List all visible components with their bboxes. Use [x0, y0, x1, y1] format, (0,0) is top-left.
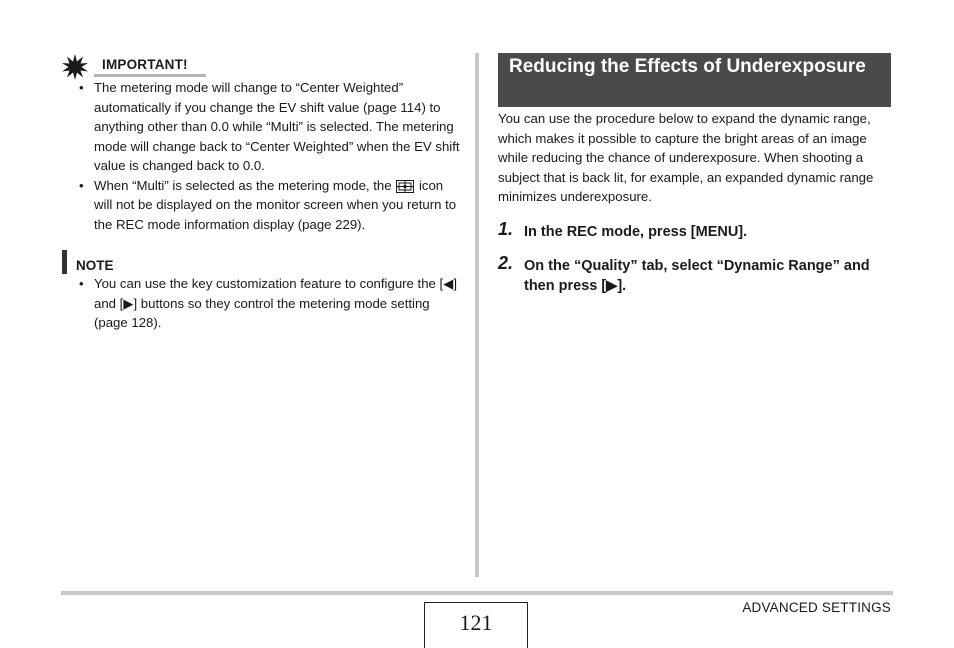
important-label: IMPORTANT!	[102, 57, 188, 72]
footer-section-label: ADVANCED SETTINGS	[742, 600, 891, 615]
list-item	[62, 176, 462, 235]
important-item-text: The metering mode will change to “Center Weighted” automatically if you change the EV shift value (page 114) to anything other than 0.0 while “Multi” is selected. The metering mode will change back to “Center Weighted” when the EV shift value is changed back to 0.0.	[94, 80, 460, 173]
important-underline	[94, 74, 206, 77]
list-item	[62, 78, 462, 176]
left-column	[62, 52, 462, 333]
page-number-box	[424, 602, 528, 648]
step-text: On the “Quality” tab, select “Dynamic Range” and then press [▶].	[524, 257, 870, 294]
section-title: Reducing the Effects of Underexposure	[498, 53, 891, 107]
bullet: •	[79, 80, 84, 95]
note-label: NOTE	[76, 258, 114, 273]
page-number: 121	[459, 610, 493, 635]
note-bar	[62, 250, 67, 274]
bullet: •	[79, 276, 84, 291]
step-text: In the REC mode, press [MENU].	[524, 223, 748, 240]
column-divider	[475, 53, 479, 577]
multi-metering-icon	[396, 180, 414, 193]
right-column	[498, 53, 891, 296]
step-number: 1.	[498, 218, 514, 239]
step-number: 2.	[498, 252, 514, 273]
bullet: •	[79, 177, 84, 193]
step-item	[498, 252, 891, 296]
note-list	[62, 274, 462, 333]
important-list	[62, 78, 462, 234]
footer-rule	[61, 591, 893, 595]
important-item-text: icon will not be displayed on the monitor screen when you return to the REC mode information display (page 229).	[94, 177, 457, 232]
section-intro: You can use the procedure below to expand the dynamic range, which makes it possible to capture the bright areas of an image while reducing the chance of underexposure. When shooting a subject that is back lit, for example, an expanded dynamic range minimizes underexposure.	[498, 111, 874, 204]
important-header	[62, 52, 462, 78]
step-item	[498, 218, 891, 242]
note-header	[62, 250, 462, 274]
important-item-text: When “Multi” is selected as the metering mode, the	[94, 177, 392, 193]
burst-icon	[62, 54, 88, 80]
list-item	[62, 274, 462, 333]
note-item-text: You can use the key customization feature to configure the [◀] and [▶] buttons so they control the metering mode setting (page 128).	[94, 276, 458, 330]
